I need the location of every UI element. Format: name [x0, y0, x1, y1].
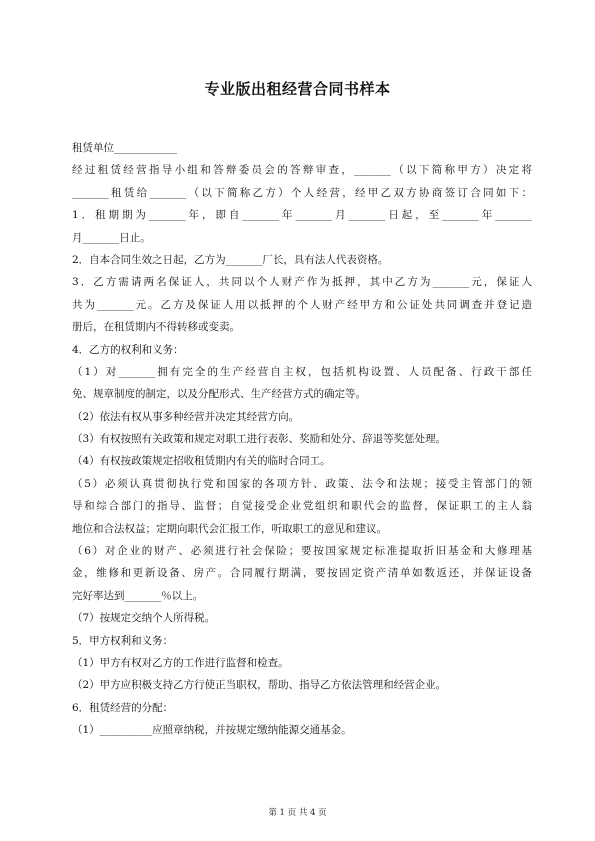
text-line: 4．乙方的权利和义务：	[72, 343, 184, 356]
text-line: 共为_______元。乙方及保证人用以抵押的个人财产经甲方和公证处共同调查并登记造	[72, 298, 532, 311]
text-line: 导和综合部门的指导、监督；自觉接受企业党组织和职代会的监督，保证职工的主人翁	[72, 500, 532, 513]
text-line: （7）按规定交纳个人所得税。	[72, 612, 216, 625]
text-line: 册后，在租赁期内不得转移或变卖。	[72, 321, 240, 334]
text-line: （5）必须认真贯彻执行党和国家的各项方针、政策、法令和法规；接受主管部门的领	[72, 477, 532, 490]
contract-body	[72, 137, 532, 742]
page-footer: 第 1 页 共 4 页	[268, 808, 327, 818]
text-line: （1）对_______拥有完全的生产经营自主权，包括机构设置、人员配备、行政干部任	[72, 365, 532, 378]
text-line: 2．自本合同生效之日起，乙方为_______厂长，具有法人代表资格。	[72, 253, 389, 266]
text-line: （1）甲方有权对乙方的工作进行监督和检查。	[72, 656, 289, 669]
text-line: 经过租赁经营指导小组和答辩委员会的答辩审查，_______（以下简称甲方）决定将	[72, 164, 532, 177]
text-line: （3）有权按照有关政策和规定对职工进行表彰、奖励和处分、辞退等奖惩处理。	[72, 433, 447, 446]
text-line: 完好率达到_______％以上。	[72, 589, 204, 602]
text-line: 免、规章制度的制定，以及分配形式、生产经营方式的确定等。	[72, 388, 366, 401]
text-line: 6．租赁经营的分配：	[72, 701, 174, 714]
text-line: 5．甲方权利和义务：	[72, 634, 174, 647]
text-line: 1．租期期为_______年，即自_______年_______月_______日起，至_______年_______	[72, 209, 532, 222]
text-line: 月_______日止。	[72, 231, 151, 244]
document-title: 专业版出租经营合同书样本	[204, 80, 391, 98]
text-line: （2）依法有权从事多种经营并决定其经营方向。	[72, 410, 300, 423]
text-line: （4）有权按政策规定招收租赁期内有关的临时合同工。	[72, 455, 331, 468]
text-line: （1）__________应照章纳税，并按规定缴纳能源交通基金。	[72, 724, 352, 737]
text-line: 3．乙方需请两名保证人，共同以个人财产作为抵押，其中乙方为_______元，保证人	[72, 276, 532, 289]
text-line: 租赁单位____________	[72, 142, 177, 154]
text-line: （6）对企业的财产、必须进行社会保险；要按国家规定标准提取折旧基金和大修理基	[72, 545, 532, 558]
text-line: 地位和合法权益；定期向职代会汇报工作，听取职工的意见和建议。	[72, 522, 387, 535]
text-line: _______租赁给_______（以下简称乙方）个人经营，经甲乙双方协商签订合同如下：	[72, 186, 532, 199]
text-line: 金，维修和更新设备、房产。合同履行期满，要按固定资产清单如数返还，并保证设备	[72, 567, 532, 580]
text-line: （2）甲方应积极支持乙方行使正当职权，帮助、指导乙方依法管理和经营企业。	[72, 679, 447, 692]
